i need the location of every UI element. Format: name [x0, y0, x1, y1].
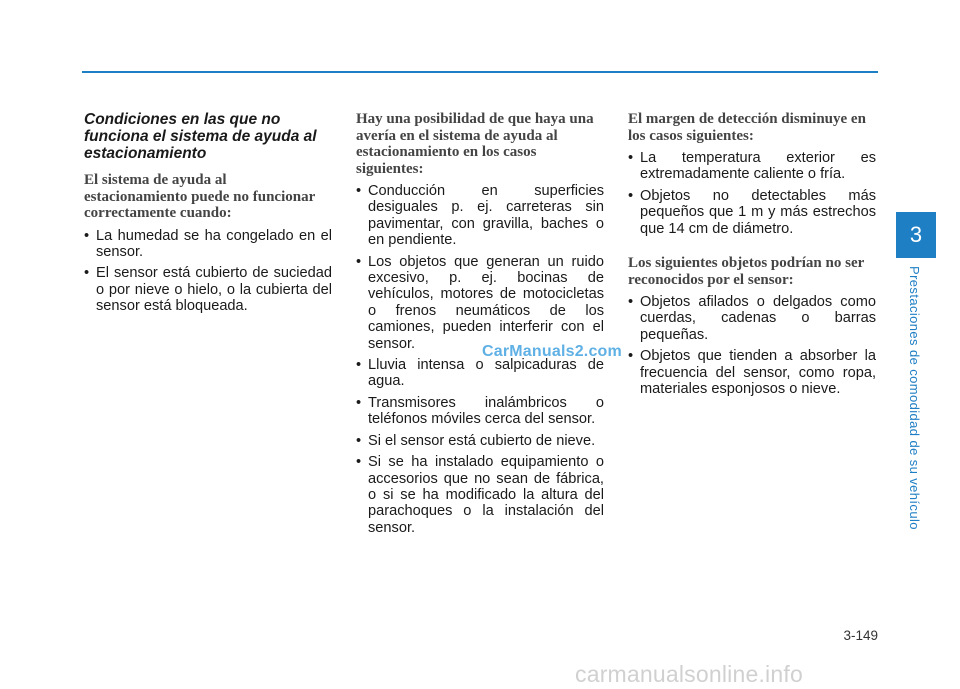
subheading: El margen de detección disminuye en los casos siguientes:: [628, 111, 866, 144]
list-item: • Objetos que tienden a absorber la frecuencia del sensor, como ropa, materiales esponjosos o nieve.: [628, 348, 876, 397]
list-item: • La humedad se ha congelado en el sensor.: [84, 228, 332, 261]
list-item: • Transmisores inalámbricos o teléfonos móviles cerca del sensor.: [356, 395, 604, 428]
subheading: El sistema de ayuda al estacionamiento puede no funcionar correctamente cuando:: [84, 172, 315, 221]
chapter-title-text: Prestaciones de comodidad de su vehículo: [907, 266, 922, 530]
page-number: 3-149: [843, 628, 878, 643]
list-item: • Si el sensor está cubierto de nieve.: [356, 433, 604, 449]
list-item: • Los objetos que generan un ruido excesivo, p. ej. bocinas de vehículos, motores de motocicletas o frenos neumáticos de los camiones, pueden interferir con el sensor.: [356, 254, 604, 352]
list-item: • Conducción en superficies desiguales p. ej. carreteras sin pavimentar, con gravilla, baches o en pendiente.: [356, 183, 604, 249]
watermark-footer: carmanualsonline.info: [575, 661, 803, 687]
watermark: CarManuals2.com: [482, 343, 622, 360]
list-item: • La temperatura exterior es extremadamente caliente o fría.: [628, 150, 876, 183]
list-item: • Objetos no detectables más pequeños que 1 m y más estrechos que 14 cm de diámetro.: [628, 188, 876, 237]
list-item: • Lluvia intensa o salpicaduras de agua.: [356, 357, 604, 390]
list-item: • Si se ha instalado equipamiento o accesorios que no sean de fábrica, o si se ha modificado la altura del parachoques o la instalación del sensor.: [356, 454, 604, 536]
subheading: Hay una posibilidad de que haya una avería en el sistema de ayuda al estacionamiento en los casos siguientes:: [356, 111, 594, 177]
chapter-tab: 3: [896, 212, 936, 258]
column-1: [84, 111, 332, 320]
subheading: Los siguientes objetos podrían no ser reconocidos por el sensor:: [628, 255, 865, 288]
column-2: [356, 111, 604, 541]
section-title: Condiciones en las que no funciona el sistema de ayuda al estacionamiento: [84, 111, 317, 162]
bullet-list: [84, 228, 332, 315]
bullet-list: [628, 294, 876, 397]
header-rule: [82, 71, 878, 73]
list-item: • El sensor está cubierto de suciedad o por nieve o hielo, o la cubierta del sensor está bloqueada.: [84, 265, 332, 314]
list-item: • Objetos afilados o delgados como cuerdas, cadenas o barras pequeñas.: [628, 294, 876, 343]
bullet-list: [628, 150, 876, 237]
column-3: [628, 111, 876, 402]
